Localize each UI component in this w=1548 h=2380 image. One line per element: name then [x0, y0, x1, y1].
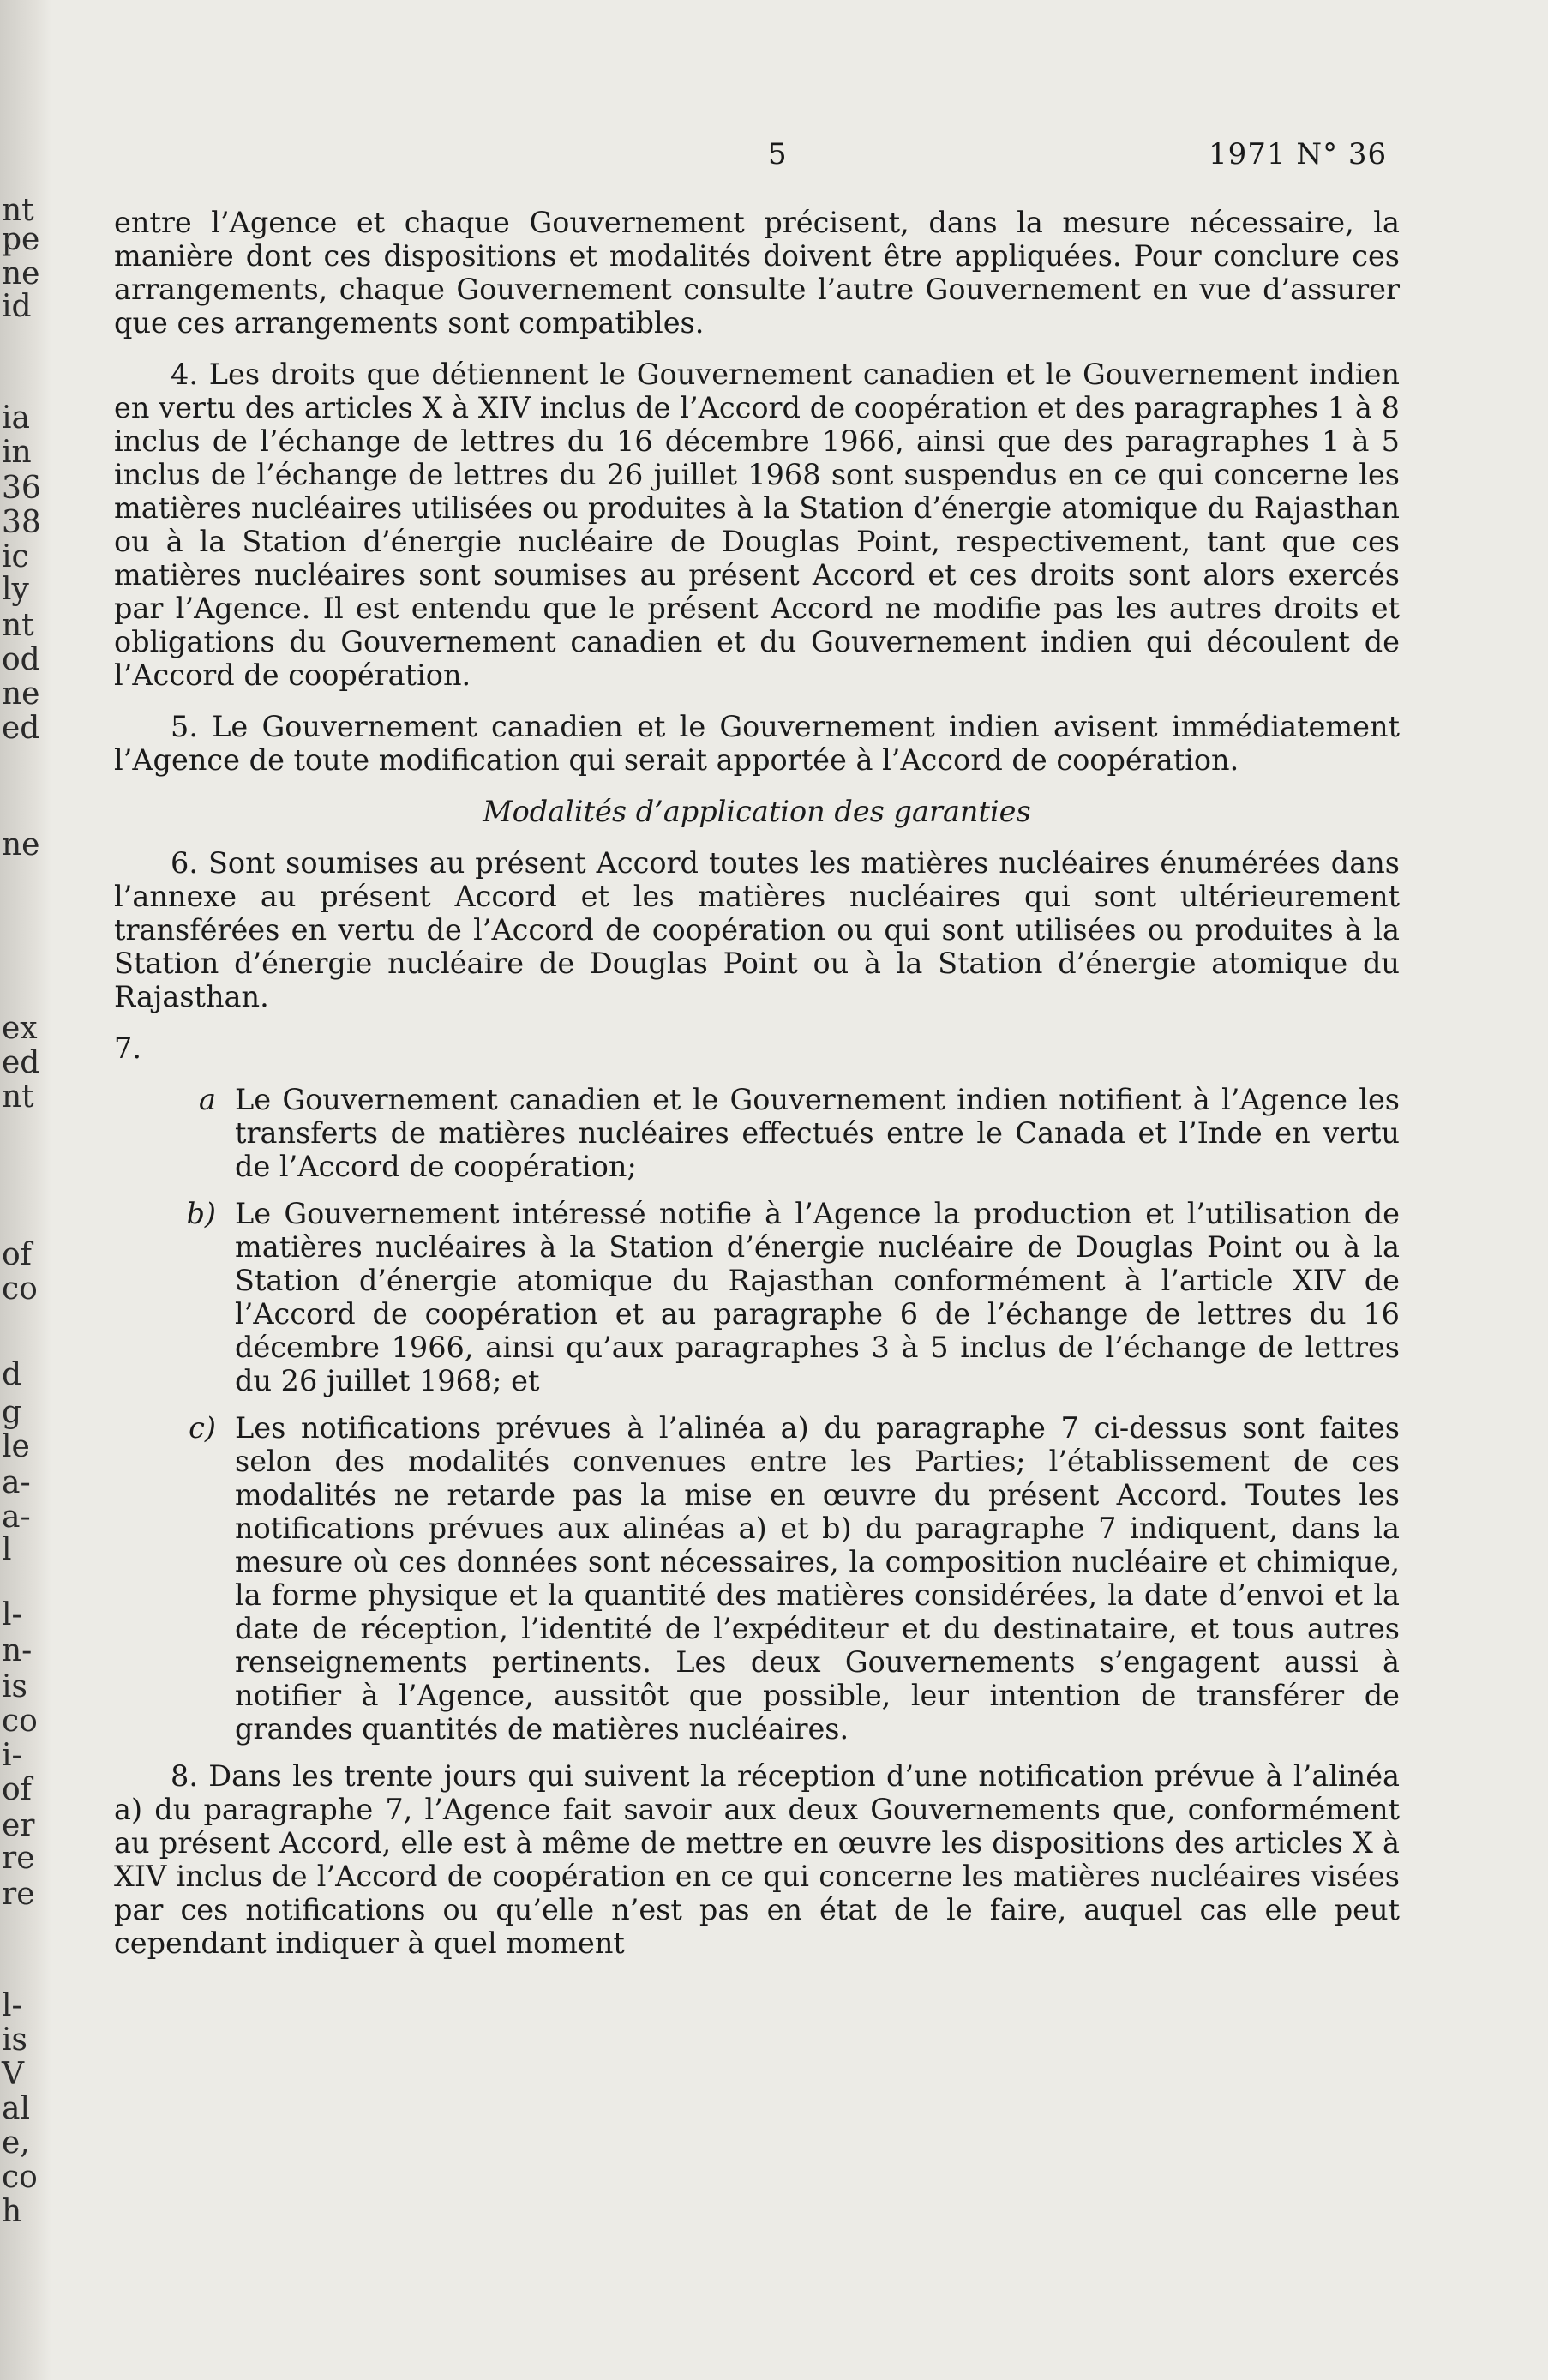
paragraph-6: 6. Sont soumises au présent Accord toutes les matières nucléaires énumérées dans l’annexe au présent Accord et les matières nucléaires qui sont ultérieurement transférées en vertu de l’Accord de coopération ou qui sont utilisées ou produites à la Station d’énergie nucléaire de Douglas Point ou à la Station d’énergie atomique du Rajasthan.: [114, 846, 1400, 1013]
adjacent-page-fragments: [0, 0, 51, 2380]
margin-fragment: id: [2, 289, 32, 324]
margin-fragment: l-: [2, 1988, 22, 2023]
paragraph-4: 4. Les droits que détiennent le Gouvernement canadien et le Gouvernement indien en vertu des articles X à XIV inclus de l’Accord de coopération et des paragraphes 1 à 8 inclus de l’échange de lettres du 16 décembre 1966, ainsi que des paragraphes 1 à 5 inclus de l’échange de lettres du 26 juillet 1968 sont suspendus en ce qui concerne les matières nucléaires utilisées ou produites à la Station d’énergie atomique du Rajasthan ou à la Station d’énergie nucléaire de Douglas Point, respectivement, tant que ces matières nucléaires sont soumises au présent Accord et ces droits sont alors exercés par l’Agence. Il est entendu que le présent Accord ne modifie pas les autres droits et obligations du Gouvernement canadien et du Gouvernement indien qui découlent de l’Accord de coopération.: [114, 358, 1400, 692]
margin-fragment: le: [2, 1429, 30, 1464]
item-text: Le Gouvernement intéressé notifie à l’Agence la production et l’utilisation de matières nucléaires à la Station d’énergie nucléaire de Douglas Point ou à la Station d’énergie atomique du Rajasthan conformément à l’article XIV de l’Accord de coopération et au paragraphe 6 de l’échange de lettres du 16 décembre 1966, ainsi qu’aux paragraphes 3 à 5 inclus de l’échange de lettres du 26 juillet 1968; et: [235, 1197, 1400, 1397]
item-label: a: [199, 1083, 216, 1116]
margin-fragment: ne: [2, 256, 40, 291]
item-text: Le Gouvernement canadien et le Gouvernement indien notifient à l’Agence les transferts de matières nucléaires effectués entre le Canada et l’Inde en vertu de l’Accord de coopération;: [235, 1083, 1400, 1183]
margin-fragment: in: [2, 435, 32, 470]
margin-fragment: h: [2, 2194, 22, 2229]
margin-fragment: of: [2, 1772, 32, 1807]
margin-fragment: n-: [2, 1633, 33, 1668]
section-heading: Modalités d’application des garanties: [483, 795, 1031, 828]
paragraph-8: 8. Dans les trente jours qui suivent la réception d’une notification prévue à l’alinéa a) du paragraphe 7, l’Agence fait savoir aux deux Gouvernements que, conformément au présent Accord, elle est à même de mettre en œuvre les dispositions des articles X à XIV inclus de l’Accord de coopération en ce qui concerne les matières nucléaires visées par ces notifications ou qu’elle n’est pas en état de le faire, auquel cas elle peut cependant indiquer à quel moment: [114, 1759, 1400, 1960]
margin-fragment: a-: [2, 1500, 31, 1535]
margin-fragment: nt: [2, 193, 34, 228]
paragraph-7b: [114, 1197, 1400, 1397]
margin-fragment: ia: [2, 400, 30, 436]
margin-fragment: V: [2, 2057, 24, 2092]
margin-fragment: is: [2, 1669, 27, 1704]
margin-fragment: co: [2, 1704, 38, 1739]
margin-fragment: re: [2, 1841, 35, 1876]
body-text: [114, 206, 1400, 1978]
margin-fragment: 36: [2, 471, 41, 506]
margin-fragment: d: [2, 1357, 22, 1392]
margin-fragment: al: [2, 2091, 30, 2126]
margin-fragment: of: [2, 1237, 32, 1272]
margin-fragment: ic: [2, 539, 29, 574]
margin-fragment: ed: [2, 1045, 40, 1080]
item-label: c): [189, 1411, 216, 1445]
document-reference: 1971 N° 36: [1209, 137, 1388, 171]
page-number: 5: [768, 137, 787, 171]
paragraph-7-number: 7.: [114, 1031, 141, 1065]
margin-fragment: e,: [2, 2125, 30, 2161]
margin-fragment: i-: [2, 1738, 22, 1773]
margin-fragment: 38: [2, 505, 41, 540]
margin-fragment: co: [2, 2160, 38, 2195]
page-header: [0, 137, 1548, 180]
margin-fragment: od: [2, 642, 40, 677]
margin-fragment: ne: [2, 676, 40, 712]
paragraph-continued: entre l’Agence et chaque Gouvernement précisent, dans la mesure nécessaire, la manière dont ces dispositions et modalités doivent être appliquées. Pour conclure ces arrangements, chaque Gouvernement consulte l’autre Gouvernement en vue d’assurer que ces arrangements sont compatibles.: [114, 206, 1400, 340]
paragraph-5: 5. Le Gouvernement canadien et le Gouvernement indien avisent immédiatement l’Agence de toute modification qui serait apportée à l’Accord de coopération.: [114, 710, 1400, 777]
margin-fragment: er: [2, 1808, 35, 1843]
margin-fragment: a-: [2, 1465, 31, 1500]
margin-fragment: ex: [2, 1011, 38, 1046]
margin-fragment: re: [2, 1877, 35, 1912]
margin-fragment: nt: [2, 608, 34, 643]
item-text: Les notifications prévues à l’alinéa a) du paragraphe 7 ci-dessus sont faites selon des modalités convenues entre les Parties; l’établissement de ces modalités ne retarde pas la mise en œuvre du présent Accord. Toutes les notifications prévues aux alinéas a) et b) du paragraphe 7 indiquent, dans la mesure où ces données sont nécessaires, la composition nucléaire et chimique, la forme physique et la quantité des matières considérées, la date d’envoi et la date de réception, l’identité de l’expéditeur et du destinataire, et tous autres renseignements pertinents. Les deux Gouvernements s’engagent aussi à notifier à l’Agence, aussitôt que possible, leur intention de transférer de grandes quantités de matières nucléaires.: [235, 1411, 1400, 1746]
margin-fragment: ne: [2, 827, 40, 862]
item-label: b): [186, 1197, 216, 1230]
margin-fragment: l-: [2, 1597, 22, 1632]
margin-fragment: l: [2, 1532, 12, 1567]
margin-fragment: g: [2, 1395, 22, 1430]
paragraph-7c: [114, 1411, 1400, 1746]
margin-fragment: ly: [2, 572, 29, 607]
margin-fragment: is: [2, 2022, 27, 2058]
margin-fragment: pe: [2, 222, 40, 257]
margin-fragment: co: [2, 1271, 38, 1307]
paragraph-7a: [114, 1083, 1400, 1183]
margin-fragment: nt: [2, 1079, 34, 1115]
margin-fragment: ed: [2, 711, 40, 746]
